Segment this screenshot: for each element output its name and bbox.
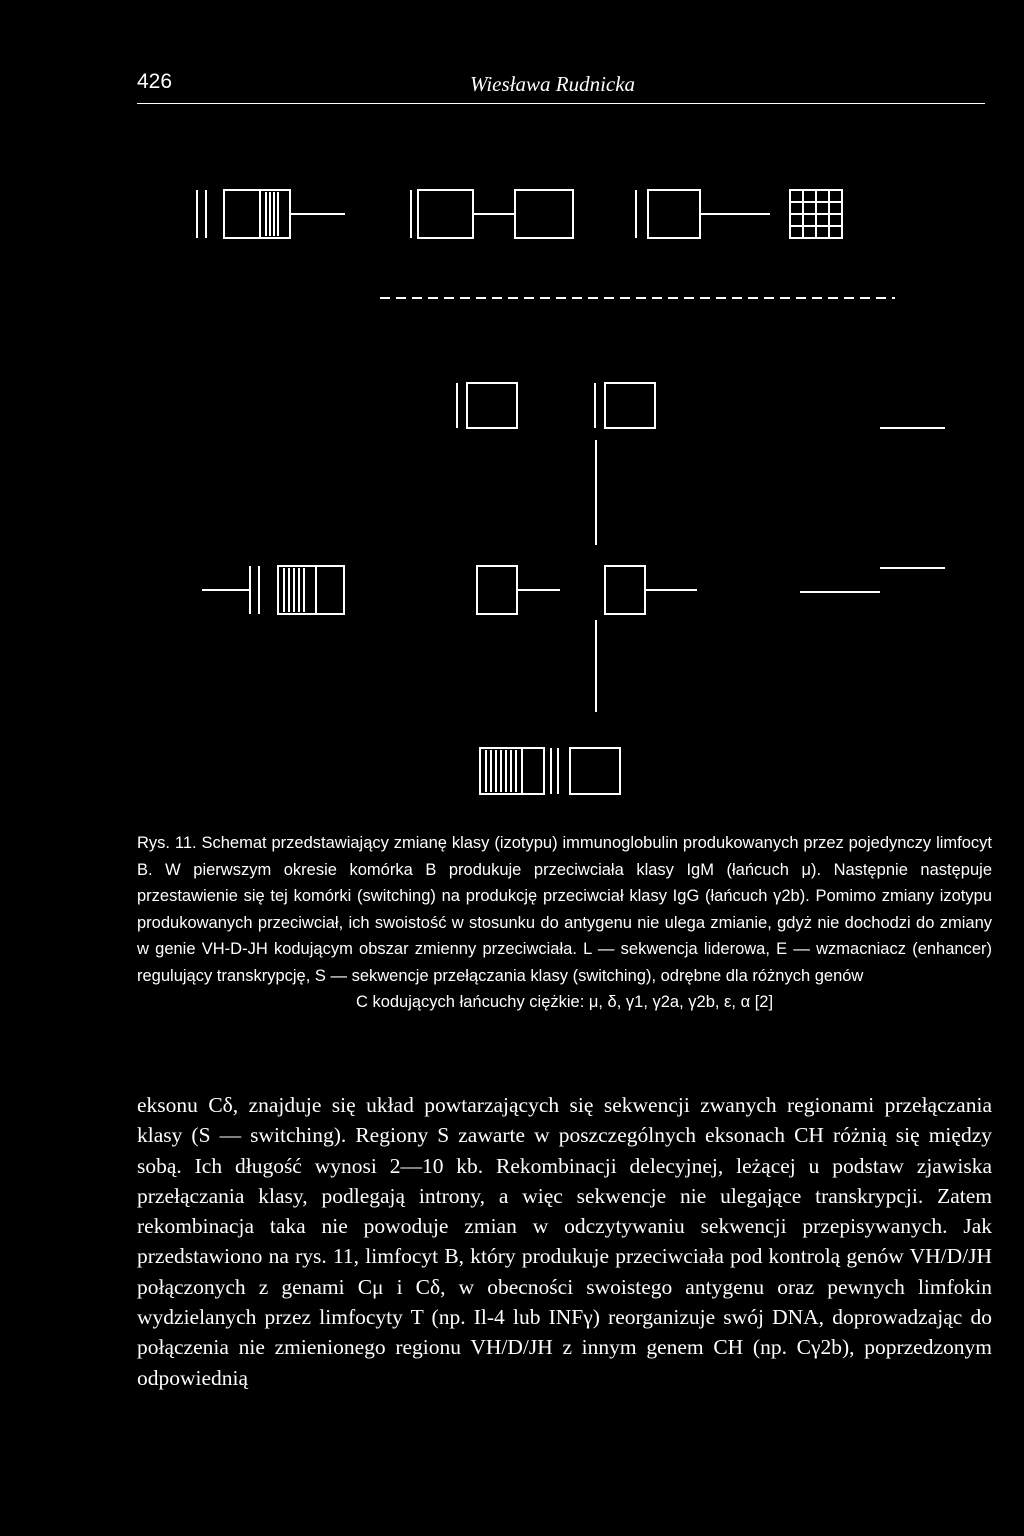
c-delta-box <box>515 190 573 238</box>
figure-caption <box>137 830 992 1016</box>
c-gamma-box <box>648 190 700 238</box>
caption-text-last: C kodujących łańcuchy ciężkie: μ, δ, γ1, γ2a, γ2b, ε, α [2] <box>355 993 774 1011</box>
caption-text: Rys. 11. Schemat przedstawiający zmianę klasy (izotypu) immunoglobulin produkowanych przez pojedynczy limfocyt B. W pierwszym okresie komórka B produkuje przeciwciała klasy IgM (łańcuch μ). Następnie następuje przestawienie się tej komórki (switching) na produkcję przeciwciał klasy IgG (łańcuch γ2b). Pomimo zmiany izotypu produkowanych przeciwciał, ich swoistość w stosunku do antygenu nie ulega zmianie, gdyż nie dochodzi do zmiany w genie VH-D-JH kodującym obszar zmienny przeciwciała. L — sekwencja liderowa, E — wzmacniacz (enhancer) regulujący transkrypcję, S — sekwencje przełączania klasy (switching), odrębne dla różnych genów <box>137 834 992 985</box>
c-box-b <box>605 566 645 614</box>
loop-box-2 <box>605 383 655 428</box>
page-number: 426 <box>137 70 173 93</box>
final-c-gamma2b-box <box>570 748 620 794</box>
c-mu-box <box>418 190 473 238</box>
vh-segment-box <box>224 190 260 238</box>
c-box-a <box>477 566 517 614</box>
running-head-author: Wiesława Rudnicka <box>470 72 636 96</box>
body-paragraph: eksonu Cδ, znajduje się układ powtarzających się sekwencji zwanych regionami przełączania klasy (S — switching). Regiony S zawarte w poszczególnych eksonach CH różnią się między sobą. Ich długość wynosi 2—10 kb. Rekombinacji delecyjnej, leżącej u podstaw zjawiska przełączania klasy, podlegają introny, a więc sekwencje nie ulegające transkrypcji. Zatem rekombinacja taka nie powoduje zmian w odczytywaniu sekwencji przepisywanych. Jak przedstawiono na rys. 11, limfocyt B, który produkuje przeciwciała pod kontrolą genów VH/D/JH połączonych z genami Cμ i Cδ, w obecności swoistego antygenu oraz pewnych limfokin wydzielanych przez limfocyty T (np. Il-4 lub INFγ) reorganizuje swój DNA, doprowadzając do połączenia nie zmienionego regionu VH/D/JH z innym genem CH (np. Cγ2b), poprzedzonym odpowiednią <box>137 1093 992 1390</box>
final-jh-box <box>522 748 544 794</box>
loop-box-1 <box>467 383 517 428</box>
jh-rearranged-box <box>316 566 344 614</box>
body-text <box>137 1090 992 1393</box>
